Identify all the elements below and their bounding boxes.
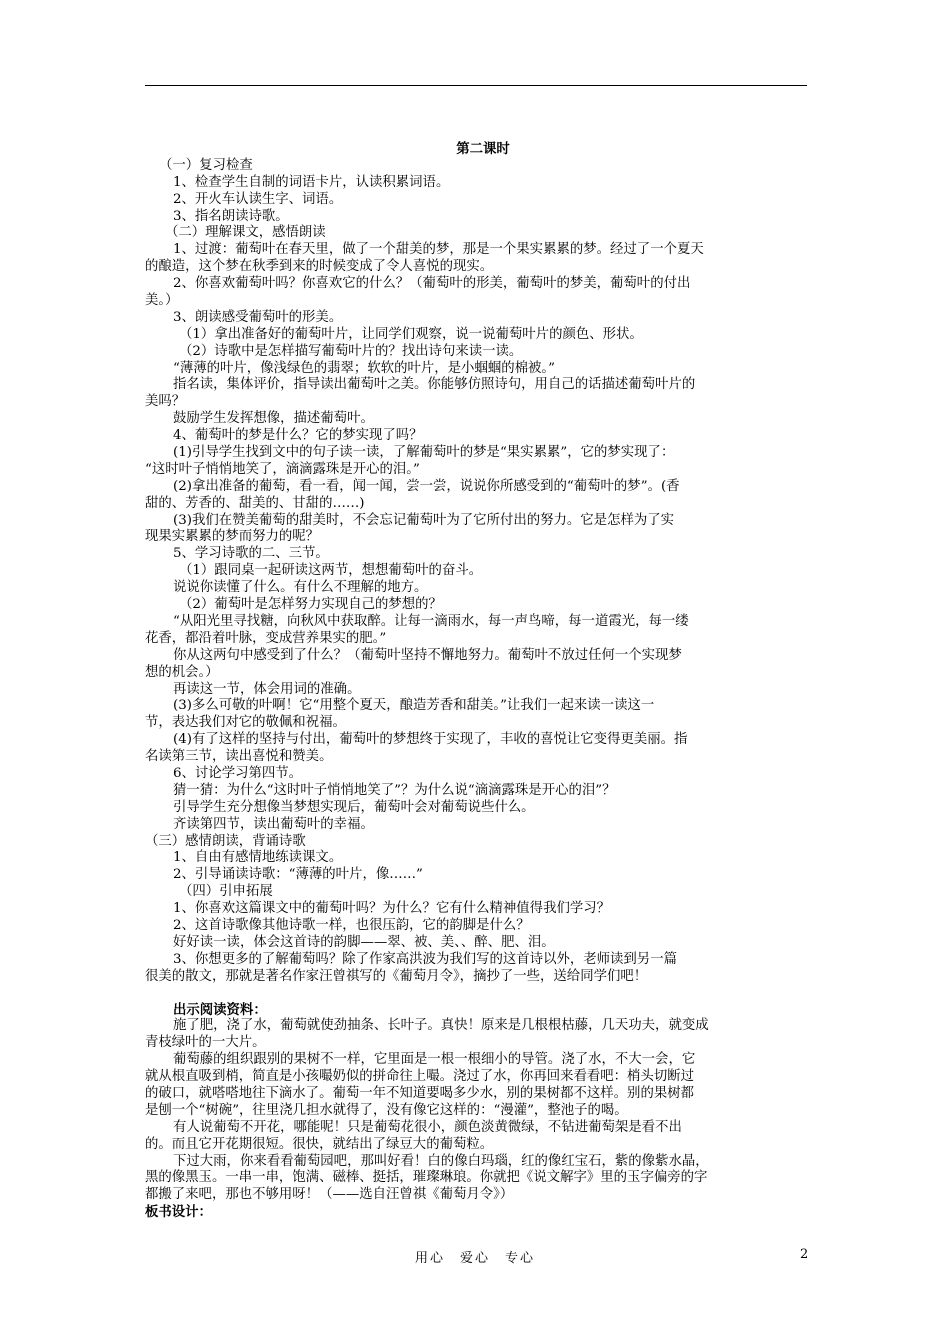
paragraph-line: 甜的、芳香的、甜美的、甘甜的……): [145, 495, 365, 511]
paragraph-line: 鼓励学生发挥想像，描述葡萄叶。: [173, 411, 374, 427]
reading-line: 下过大雨，你来看看葡萄园吧，那叫好看！白的像白玛瑙，红的像红宝石，紫的像紫水晶，: [173, 1153, 709, 1169]
quote-line: “这时叶子悄悄地笑了，滴滴露珠是开心的泪。”: [145, 461, 420, 477]
paragraph-line: 4、葡萄叶的梦是什么？它的梦实现了吗？: [173, 428, 423, 444]
header-rule: [145, 85, 807, 86]
paragraph-line: （2）诗歌中是怎样描写葡萄叶片的？找出诗句来读一读。: [179, 343, 523, 359]
reading-line: 就从根直吸到梢，简直是小孩嘬奶似的拼命往上嘬。浇过了水，你再回来看看吧：梢头切断过: [145, 1069, 695, 1085]
paragraph-line: 5、学习诗歌的二、三节。: [173, 546, 329, 562]
paragraph-line: 引导学生充分想像当梦想实现后，葡萄叶会对葡萄说些什么。: [173, 799, 535, 815]
paragraph-line: 3、朗读感受葡萄叶的形美。: [173, 309, 343, 325]
paragraph-line: 好好读一读，体会这首诗的韵脚——翠、被、美、、醉、肥、泪。: [173, 934, 555, 950]
paragraph-line: 2、你喜欢葡萄叶吗？你喜欢它的什么？（葡萄叶的形美，葡萄叶的梦美，葡萄叶的付出: [173, 276, 691, 292]
quote-line: 花香，都沿着叶脉，变成营养果实的肥。”: [145, 630, 387, 646]
paragraph-line: 1、过渡：葡萄叶在春天里，做了一个甜美的梦，那是一个果实累累的梦。经过了一个夏天: [173, 242, 704, 258]
paragraph-line: 的酿造，这个梦在秋季到来的时候变成了令人喜悦的现实。: [145, 259, 494, 275]
paragraph-line: 指名读，集体评价，指导读出葡萄叶之美。你能够仿照诗句，用自己的话描述葡萄叶片的: [173, 377, 696, 393]
paragraph-line: 1、自由有感情地练读课文。: [173, 850, 343, 866]
paragraph-line: 你从这两句中感受到了什么？（葡萄叶坚持不懈地努力。葡萄叶不放过任何一个实现梦: [173, 647, 682, 663]
reading-line: 都搬了来吧，那也不够用呀！（——选自汪曾祺《葡萄月令》）: [145, 1187, 514, 1203]
section-heading: （二）理解课文，感悟朗读: [165, 225, 326, 241]
reading-line: 的。而且它开花期很短。很快，就结出了绿豆大的葡萄粒。: [145, 1136, 494, 1152]
paragraph-line: 再读这一节，体会用词的准确。: [173, 681, 361, 697]
paragraph-line: 齐读第四节，读出葡萄叶的幸福。: [173, 816, 374, 832]
paragraph-line: (1)引导学生找到文中的句子读一读，了解葡萄叶的梦是“果实累累”，它的梦实现了：: [173, 445, 675, 461]
paragraph-line: 1、你喜欢这篇课文中的葡萄叶吗？为什么？它有什么精神值得我们学习？: [173, 901, 611, 917]
paragraph-line: 美。）: [145, 293, 179, 309]
page-number: 2: [800, 1247, 809, 1262]
paragraph-line: 6、讨论学习第四节。: [173, 765, 303, 781]
document-body: [145, 141, 813, 1221]
paragraph-line: 说说你读懂了什么。有什么不理解的地方。: [173, 580, 428, 596]
paragraph-line: 2、这首诗歌像其他诗歌一样，也很压韵，它的韵脚是什么？: [173, 917, 530, 933]
paragraph-line: 很美的散文，那就是著名作家汪曾祺写的《葡萄月令》，摘抄了一些，送给同学们吧！: [145, 968, 648, 984]
section-heading: （三）感情朗读，背诵诗歌: [145, 833, 306, 849]
paragraph-line: 3、指名朗读诗歌。: [173, 208, 289, 224]
paragraph-line: 美吗？: [145, 394, 186, 410]
reading-line: 青枝绿叶的一大片。: [145, 1035, 266, 1051]
paragraph-gap: [145, 986, 813, 1002]
footer-motto: 用心 爱心 专心: [414, 1251, 535, 1266]
paragraph-line: 现果实累累的梦而努力的呢？: [145, 529, 320, 545]
paragraph-line: 1、检查学生自制的词语卡片，认读积累词语。: [173, 174, 450, 190]
paragraph-line: (3)多么可敬的叶啊！它“用整个夏天，酿造芳香和甜美。”让我们一起来读一读这一: [173, 698, 655, 714]
paragraph-line: (3)我们在赞美葡萄的甜美时，不会忘记葡萄叶为了它所付出的努力。它是怎样为了实: [173, 512, 675, 528]
reading-line: 葡萄藤的组织跟别的果树不一样，它里面是一根一根细小的导管。浇了水，不大一会，它: [173, 1052, 696, 1068]
reading-line: 黑的像黑玉。一串一串，饱满、磁棒、挺括，璀璨琳琅。你就把《说文解字》里的玉字偏旁的字: [145, 1170, 708, 1186]
reading-line: 是刨一个“树碗”，往里浇几担水就得了，没有像它这样的：“漫灌”，整池子的喝。: [145, 1102, 628, 1118]
paragraph-line: 想的机会。）: [145, 664, 219, 680]
paragraph-line: 节，表达我们对它的敬佩和祝福。: [145, 715, 346, 731]
quote-line: “薄薄的叶片，像浅绿色的翡翠；软软的叶片，是小蝈蝈的棉被。”: [173, 360, 555, 376]
paragraph-line: （1）拿出准备好的葡萄叶片，让同学们观察，说一说葡萄叶片的颜色、形状。: [179, 326, 643, 342]
paragraph-line: (4)有了这样的坚持与付出，葡萄叶的梦想终于实现了，丰收的喜悦让它变得更美丽。指: [173, 732, 688, 748]
paragraph-line: 3、你想更多的了解葡萄吗？除了作家高洪波为我们写的这首诗以外，老师读到另一篇: [173, 951, 677, 967]
paragraph-line: 名读第三节，读出喜悦和赞美。: [145, 749, 333, 765]
section-heading: （四）引申拓展: [179, 884, 273, 900]
quote-line: “从阳光里寻找糖，向秋风中获取醉。让每一滴雨水，每一声鸟啼，每一道霞光，每一缕: [173, 613, 689, 629]
paragraph-line: 猜一猜：为什么“这时叶子悄悄地笑了”？为什么说“滴滴露珠是开心的泪”？: [173, 782, 616, 798]
section-heading: （一）复习检查: [159, 157, 253, 173]
reading-line: 的破口，就嗒嗒地往下滴水了。葡萄一年不知道要喝多少水，别的果树都不这样。别的果树都: [145, 1085, 695, 1101]
paragraph-line: 2、开火车认读生字、词语。: [173, 191, 343, 207]
reading-line: 有人说葡萄不开花，哪能呢！只是葡萄花很小，颜色淡黄微绿，不钻进葡萄架是看不出: [173, 1119, 682, 1135]
paragraph-line: 2、引导诵读诗歌：“薄薄的叶片，像……”: [173, 867, 423, 883]
reading-line: 施了肥，浇了水，葡萄就使劲抽条、长叶子。真快！原来是几根根枯藤，几天功夫，就变成: [173, 1018, 709, 1034]
paragraph-line: (2)拿出准备的葡萄，看一看，闻一闻，尝一尝，说说你所感受到的“葡萄叶的梦”。(香: [173, 478, 680, 494]
board-design-label: 板书设计：: [145, 1204, 212, 1221]
paragraph-line: （1）跟同桌一起研读这两节，想想葡萄叶的奋斗。: [179, 563, 483, 579]
reading-heading: 出示阅读资料：: [173, 1001, 267, 1018]
paragraph-line: （2）葡萄叶是怎样努力实现自己的梦想的？: [179, 597, 442, 613]
page-title: 第二课时: [456, 141, 510, 157]
